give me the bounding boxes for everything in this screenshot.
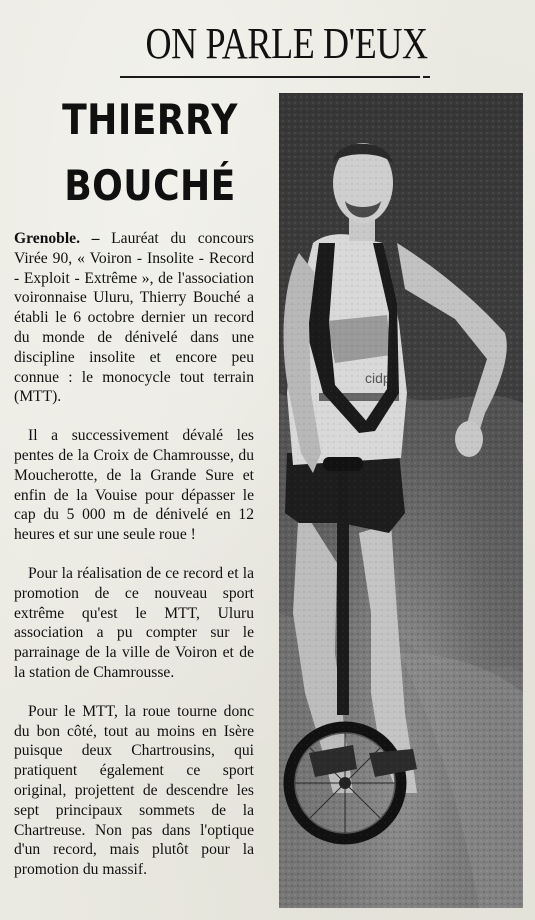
section-rubric: ON PARLE D'EUX <box>145 19 428 68</box>
rubric-underline-tick <box>423 76 430 78</box>
paragraph-1-text: Lauréat du concours Virée 90, « Voiron - Insolite - Record - Exploit - Extrême », de l'association voironnaise Uluru, Thierry Bouché a établi le 6 octobre dernier un record du monde de dénivelé dans une discipline insolite et encore peu connue : le monocycle tout terrain (MTT). <box>14 230 255 406</box>
article-body <box>14 229 254 899</box>
article-paragraph-2: Il a successivement dévalé les pentes de la Croix de Chamrousse, du Moucherotte, de la Grande Sure et enfin de la Vouise pour dépasser le cap du 5 000 m de dénivelé en 12 heures et sur une seule roue ! <box>14 427 254 544</box>
article-paragraph-3: Pour la réalisation de ce record et la promotion de ce nouveau sport extrême qu'est le MTT, Uluru association a pu compter sur le parrainage de la ville de Voiron et de la station de Chamrousse. <box>14 564 254 681</box>
article-paragraph-4: Pour le MTT, la roue tourne donc du bon côté, tout au moins en Isère puisque deux Chartrousins, qui pratiquent également ce sport original, projettent de descendre les sept principaux sommets de la Chartreuse. Non pas dans l'optique d'un record, mais plutôt pour la promotion du massif. <box>14 702 254 879</box>
dateline: Grenoble. – <box>14 230 100 247</box>
rubric-underline <box>120 76 420 78</box>
unicycle-rider-photo <box>279 93 523 908</box>
article-paragraph-1 <box>14 229 254 407</box>
headline-last-name: BOUCHÉ <box>64 161 236 210</box>
headline-first-name: THIERRY <box>62 95 238 144</box>
photo-illustration <box>279 93 523 908</box>
